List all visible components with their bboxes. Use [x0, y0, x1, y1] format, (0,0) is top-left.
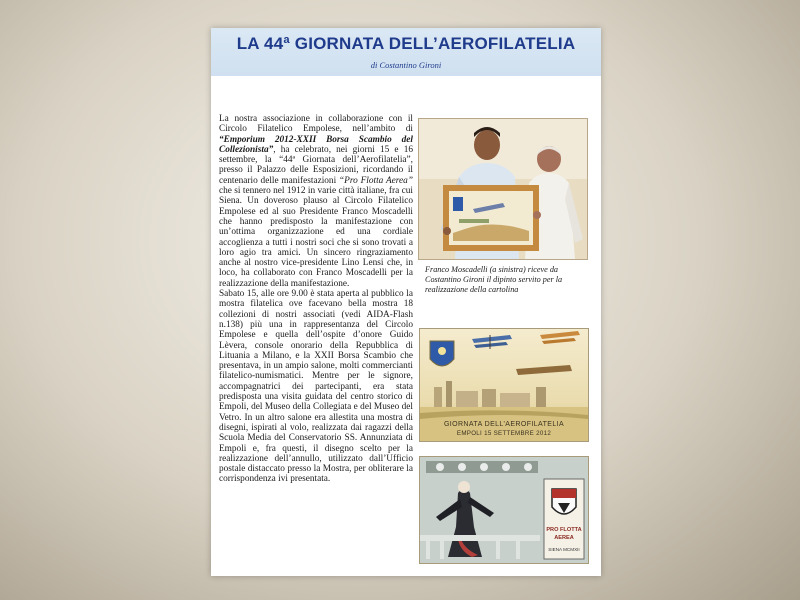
article-header — [211, 28, 601, 76]
paragraph-1-text-b: , ha celebrato, nei giorni 15 e 16 settembre, la “44ª Giornata dell’Aerofilatelia”, presso il Palazzo delle Esposizioni, ricordando il centenario delle manifestazioni — [219, 144, 413, 186]
article-title: LA 44ª GIORNATA DELL’AEROFILATELIA — [236, 34, 576, 53]
postcard-date: EMPOLI 15 SETTEMBRE 2012 — [456, 430, 552, 437]
article-paragraph-2: Sabato 15, alle ore 9.00 è stata aperta al pubblico la mostra filatelica ove facevano bella mostra 18 collezioni di nostri associati (vedi AIDA-Flash n.138) più una in rappresentanza del Circolo Empolese e quella dell’ospite d’onore Guido Lèvera, console onorario della Repubblica di Lituania a Milano, e la XXII Borsa Scambio che presentava, in un ampio salone, molti commercianti filatelico-numismatici. Mentre per le signore, accompagnatrici dei partecipanti, era stata predisposta una visita guidata del centro storico di Empoli, del Museo della Collegiata e del Museo del Vetro. In un altro salone era allestita una mostra di disegni, ispirati al volo, realizzata dai ragazzi della Scuola Media del Conservatorio SS. Annunziata di Empoli e, fra questi, il disegno scelto per la realizzazione dell’annullo, utilizzato dall’Ufficio postale distaccato presso la Mostra, per obliterare la corrispondenza ivi presentata. — [219, 289, 413, 485]
photo-illustration — [419, 119, 587, 259]
stamp-label-3: SIENA MCMXII — [548, 547, 580, 552]
magazine-page — [211, 28, 601, 576]
stamp-label-2: AEREA — [554, 535, 574, 541]
event-name: “Emporium 2012-XXII Borsa Scambio del Collezionista” — [219, 134, 413, 155]
article-paragraph-1 — [219, 114, 413, 289]
photo-caption: Franco Moscadelli (a sinistra) riceve da Costantino Gironi il dipinto servito per la realizzazione della cartolina — [425, 265, 563, 294]
paragraph-1-text-c: che si tennero nel 1912 in varie città italiane, fra cui Siena. Un doveroso plauso al Circolo Filatelico Empolese ed al suo Presidente Franco Moscadelli che hanno predisposto la manifestazione con un’ottima organizzazione ed una cordiale accoglienza a tutti i nostri soci che si sono trovati a loro agio tra amici. Un sincero ringraziamento anche al nostro vice-presidente Lino Lensi che, in loco, ha collaborato con Franco Moscadelli per la realizzazione della manifestazione. — [219, 186, 413, 289]
historic-postcard — [419, 456, 589, 564]
article-byline: di Costantino Gironi — [370, 60, 442, 70]
commemorative-postcard — [419, 328, 589, 442]
article-body — [219, 114, 413, 485]
stamp-label-1: PRO FLOTTA — [546, 527, 582, 533]
presentation-photo — [418, 118, 588, 260]
paragraph-1-text-a: La nostra associazione in collaborazione con il Circolo Filatelico Empolese, nell’ambito di — [219, 114, 413, 135]
postcard-title: GIORNATA DELL’AEROFILATELIA — [443, 421, 565, 428]
event-subtitle: “Pro Flotta Aerea” — [339, 175, 414, 186]
